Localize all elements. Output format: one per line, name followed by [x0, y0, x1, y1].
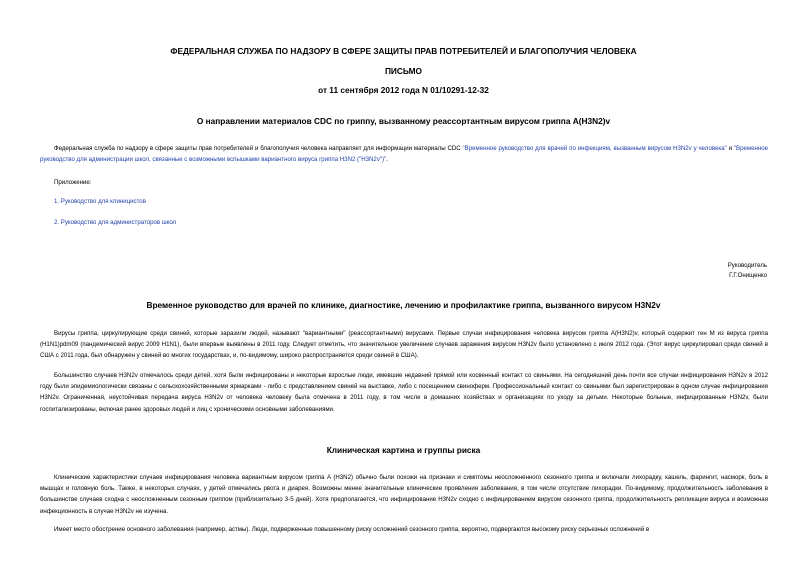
section1-paragraph-1: Вирусы гриппа, циркулирующие среди свиней, которые заразили людей, называют "вариантными" (реассортантными) вирусами. Первые случаи инфицирования человека вирусом гриппа A(H3N2)v, который содержит ген M из вируса гриппа (H1N1)pdm09 (пандемический вирус 2009 H1N1), были впервые выявлены в 2011 году. Следует отметить, что значительное увеличение случаев заражения вирусом H3N2v было установлено с июля 2012 года. (Этот вирус циркулировал среди свиней в США с 2011 года, был обнаружен у свиней во многих государствах, и, по-видимому, широко распространяется среди свиней в США). — [40, 330, 768, 360]
section2-paragraph-1: Клинические характеристики случаев инфицирования человека вариантным вирусом гриппа A (H3N2) обычно были похожи на признаки и симптомы неосложненного сезонного гриппа и включали лихорадку, кашель, фарингит, насморк, боль в мышцах и головную боль. Также, в некоторых случаях, у детей отмечались рвота и диарея. Возможны менее значительные клинические проявления заболевания, в том числе отсутствие лихорадки. По-видимому, продолжительность заболевания в большинстве случаев сходна с неосложненным сезонным гриппом (приблизительно 3-5 дней). Хотя предполагается, что инфицирование H3N2v сходно с инфицированием вирусом сезонного гриппа, продолжительность репликации вируса и возможная инфекционность в случае H3N2v не изучена. — [40, 474, 768, 515]
link-clinician-guidance[interactable]: "Временное руководство для врачей по инфекциям, вызванным вирусом H3N2v у человека" — [462, 145, 727, 152]
signature-title: Руководитель — [727, 262, 767, 269]
appendix-item-schools[interactable]: 2. Руководство для администраторов школ — [54, 219, 177, 226]
intro-paragraph — [40, 143, 768, 165]
appendix-label: Приложение: — [54, 179, 92, 186]
appendix-item-clinicians[interactable]: 1. Руководство для клиницистов — [54, 198, 146, 205]
section1-paragraph-2: Большинство случаев H3N2v отмечалось среди детей, хотя были инфицированы и некоторые взрослые люди, имевшие недавний прямой или косвенный контакт со свиньями. На сегодняшний день почти все случаи инфицирования H3N2v в 2012 году были эпидемиологически связаны с сельскохозяйственными ярмарками - либо с представлением свиней на выставке, либо с посещением свиноферм. Профессиональный контакт со свиньями был зарегистрирован в одном случае инфицирования H3N2v. Ограниченная, неустойчивая передача вируса H3N2v от человека человеку была отмечена в 2011 году, в том числе в домашних хозяйствах и организациях по уходу за детьми. Некоторые больные, инфицированные H3N2v, были госпитализированы, включая ранее здоровых людей и лиц с хроническими основными заболеваниями. — [40, 372, 768, 413]
section2-paragraph-2: Имеет место обострение основного заболевания (например, астмы). Люди, подверженные повышенному риску осложнений сезонного гриппа, вероятно, подвергаются высокому риску серьезных осложнений в — [54, 526, 650, 533]
intro-text-mid: и — [726, 145, 734, 152]
section-title-clinical: Клиническая картина и группы риска — [326, 445, 481, 455]
intro-text-after: . — [386, 156, 388, 164]
intro-text-before: Федеральная служба по надзору в сфере защиты прав потребителей и благополучия человека направляет для информации материалы CDC — [54, 145, 463, 152]
document-type: ПИСЬМО — [384, 66, 423, 76]
document-subject: О направлении материалов CDC по гриппу, вызванному реассортантным вирусом гриппа A(H3N2)v — [196, 116, 611, 126]
link-school-guidance[interactable]: "Временное руководство для администрации школ, связанные с возможными вспышками вариантного вируса гриппа H3N2 ("H3N2v")" — [40, 145, 768, 164]
document-date-number: от 11 сентября 2012 года N 01/10291-12-32 — [318, 85, 489, 95]
signature-name: Г.Г.Онищенко — [729, 272, 767, 279]
section-title-guidance: Временное руководство для врачей по клинике, диагностике, лечению и профилактике гриппа, вызванного вирусом H3N2v — [146, 300, 661, 310]
agency-heading: ФЕДЕРАЛЬНАЯ СЛУЖБА ПО НАДЗОРУ В СФЕРЕ ЗАЩИТЫ ПРАВ ПОТРЕБИТЕЛЕЙ И БЛАГОПОЛУЧИЯ ЧЕЛОВЕКА — [170, 46, 637, 56]
